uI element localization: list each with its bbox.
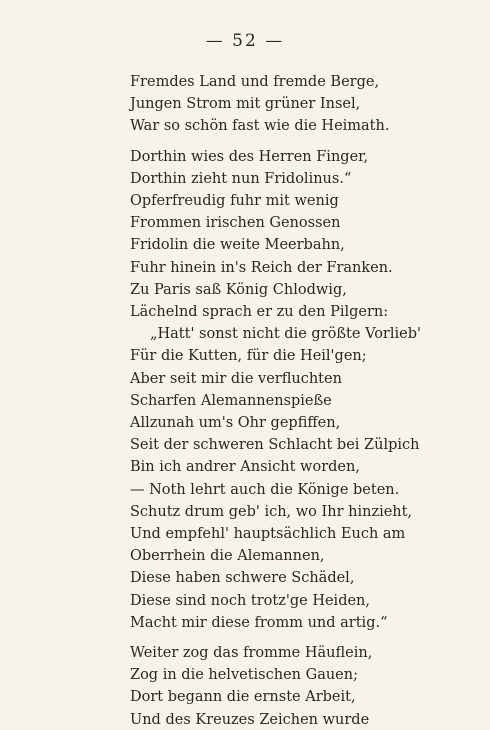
- verse-line: Und des Kreuzes Zeichen wurde: [130, 712, 370, 728]
- verse-line: Macht mir diese fromm und artig.“: [130, 615, 388, 631]
- page-number: — 52 —: [205, 31, 285, 51]
- verse-line: Dort begann die ernste Arbeit,: [130, 689, 356, 705]
- verse-line: Diese haben schwere Schädel,: [130, 570, 355, 586]
- verse-line: Dorthin zieht nun Fridolinus.“: [130, 171, 352, 187]
- verse-line: Allzunah um's Ohr gepfiffen,: [130, 415, 341, 431]
- verse-line: Weiter zog das fromme Häuflein,: [130, 645, 373, 661]
- verse-line: Aber seit mir die verfluchten: [130, 371, 342, 387]
- verse-line: Opferfreudig fuhr mit wenig: [130, 193, 339, 209]
- verse-line: War so schön fast wie die Heimath.: [130, 118, 390, 134]
- verse-line: Bin ich andrer Ansicht worden,: [130, 459, 360, 475]
- verse-line: Scharfen Alemannenspieße: [130, 393, 332, 409]
- verse-line: Fremdes Land und fremde Berge,: [130, 74, 380, 90]
- verse-line: Fridolin die weite Meerbahn,: [130, 237, 345, 253]
- verse-line: Oberrhein die Alemannen,: [130, 548, 325, 564]
- verse-line: Frommen irischen Genossen: [130, 215, 341, 231]
- verse-line: Zog in die helvetischen Gauen;: [130, 667, 358, 683]
- verse-line: Dorthin wies des Herren Finger,: [130, 149, 369, 165]
- verse-line: Seit der schweren Schlacht bei Zülpich: [130, 437, 420, 453]
- verse-line: Diese sind noch trotz'ge Heiden,: [130, 593, 371, 609]
- verse-line: „Hatt' sonst nicht die größte Vorlieb': [150, 326, 421, 342]
- verse-line: Jungen Strom mit grüner Insel,: [130, 96, 361, 112]
- verse-line: Zu Paris saß König Chlodwig,: [130, 282, 347, 298]
- verse-line: Für die Kutten, für die Heil'gen;: [130, 348, 367, 364]
- verse-line: Lächelnd sprach er zu den Pilgern:: [130, 304, 389, 320]
- verse-line: Schutz drum geb' ich, wo Ihr hinzieht,: [130, 504, 413, 520]
- verse-line: Und empfehl' hauptsächlich Euch am: [130, 526, 406, 542]
- verse-line: — Noth lehrt auch die Könige beten.: [130, 482, 400, 498]
- verse-line: Fuhr hinein in's Reich der Franken.: [130, 260, 393, 276]
